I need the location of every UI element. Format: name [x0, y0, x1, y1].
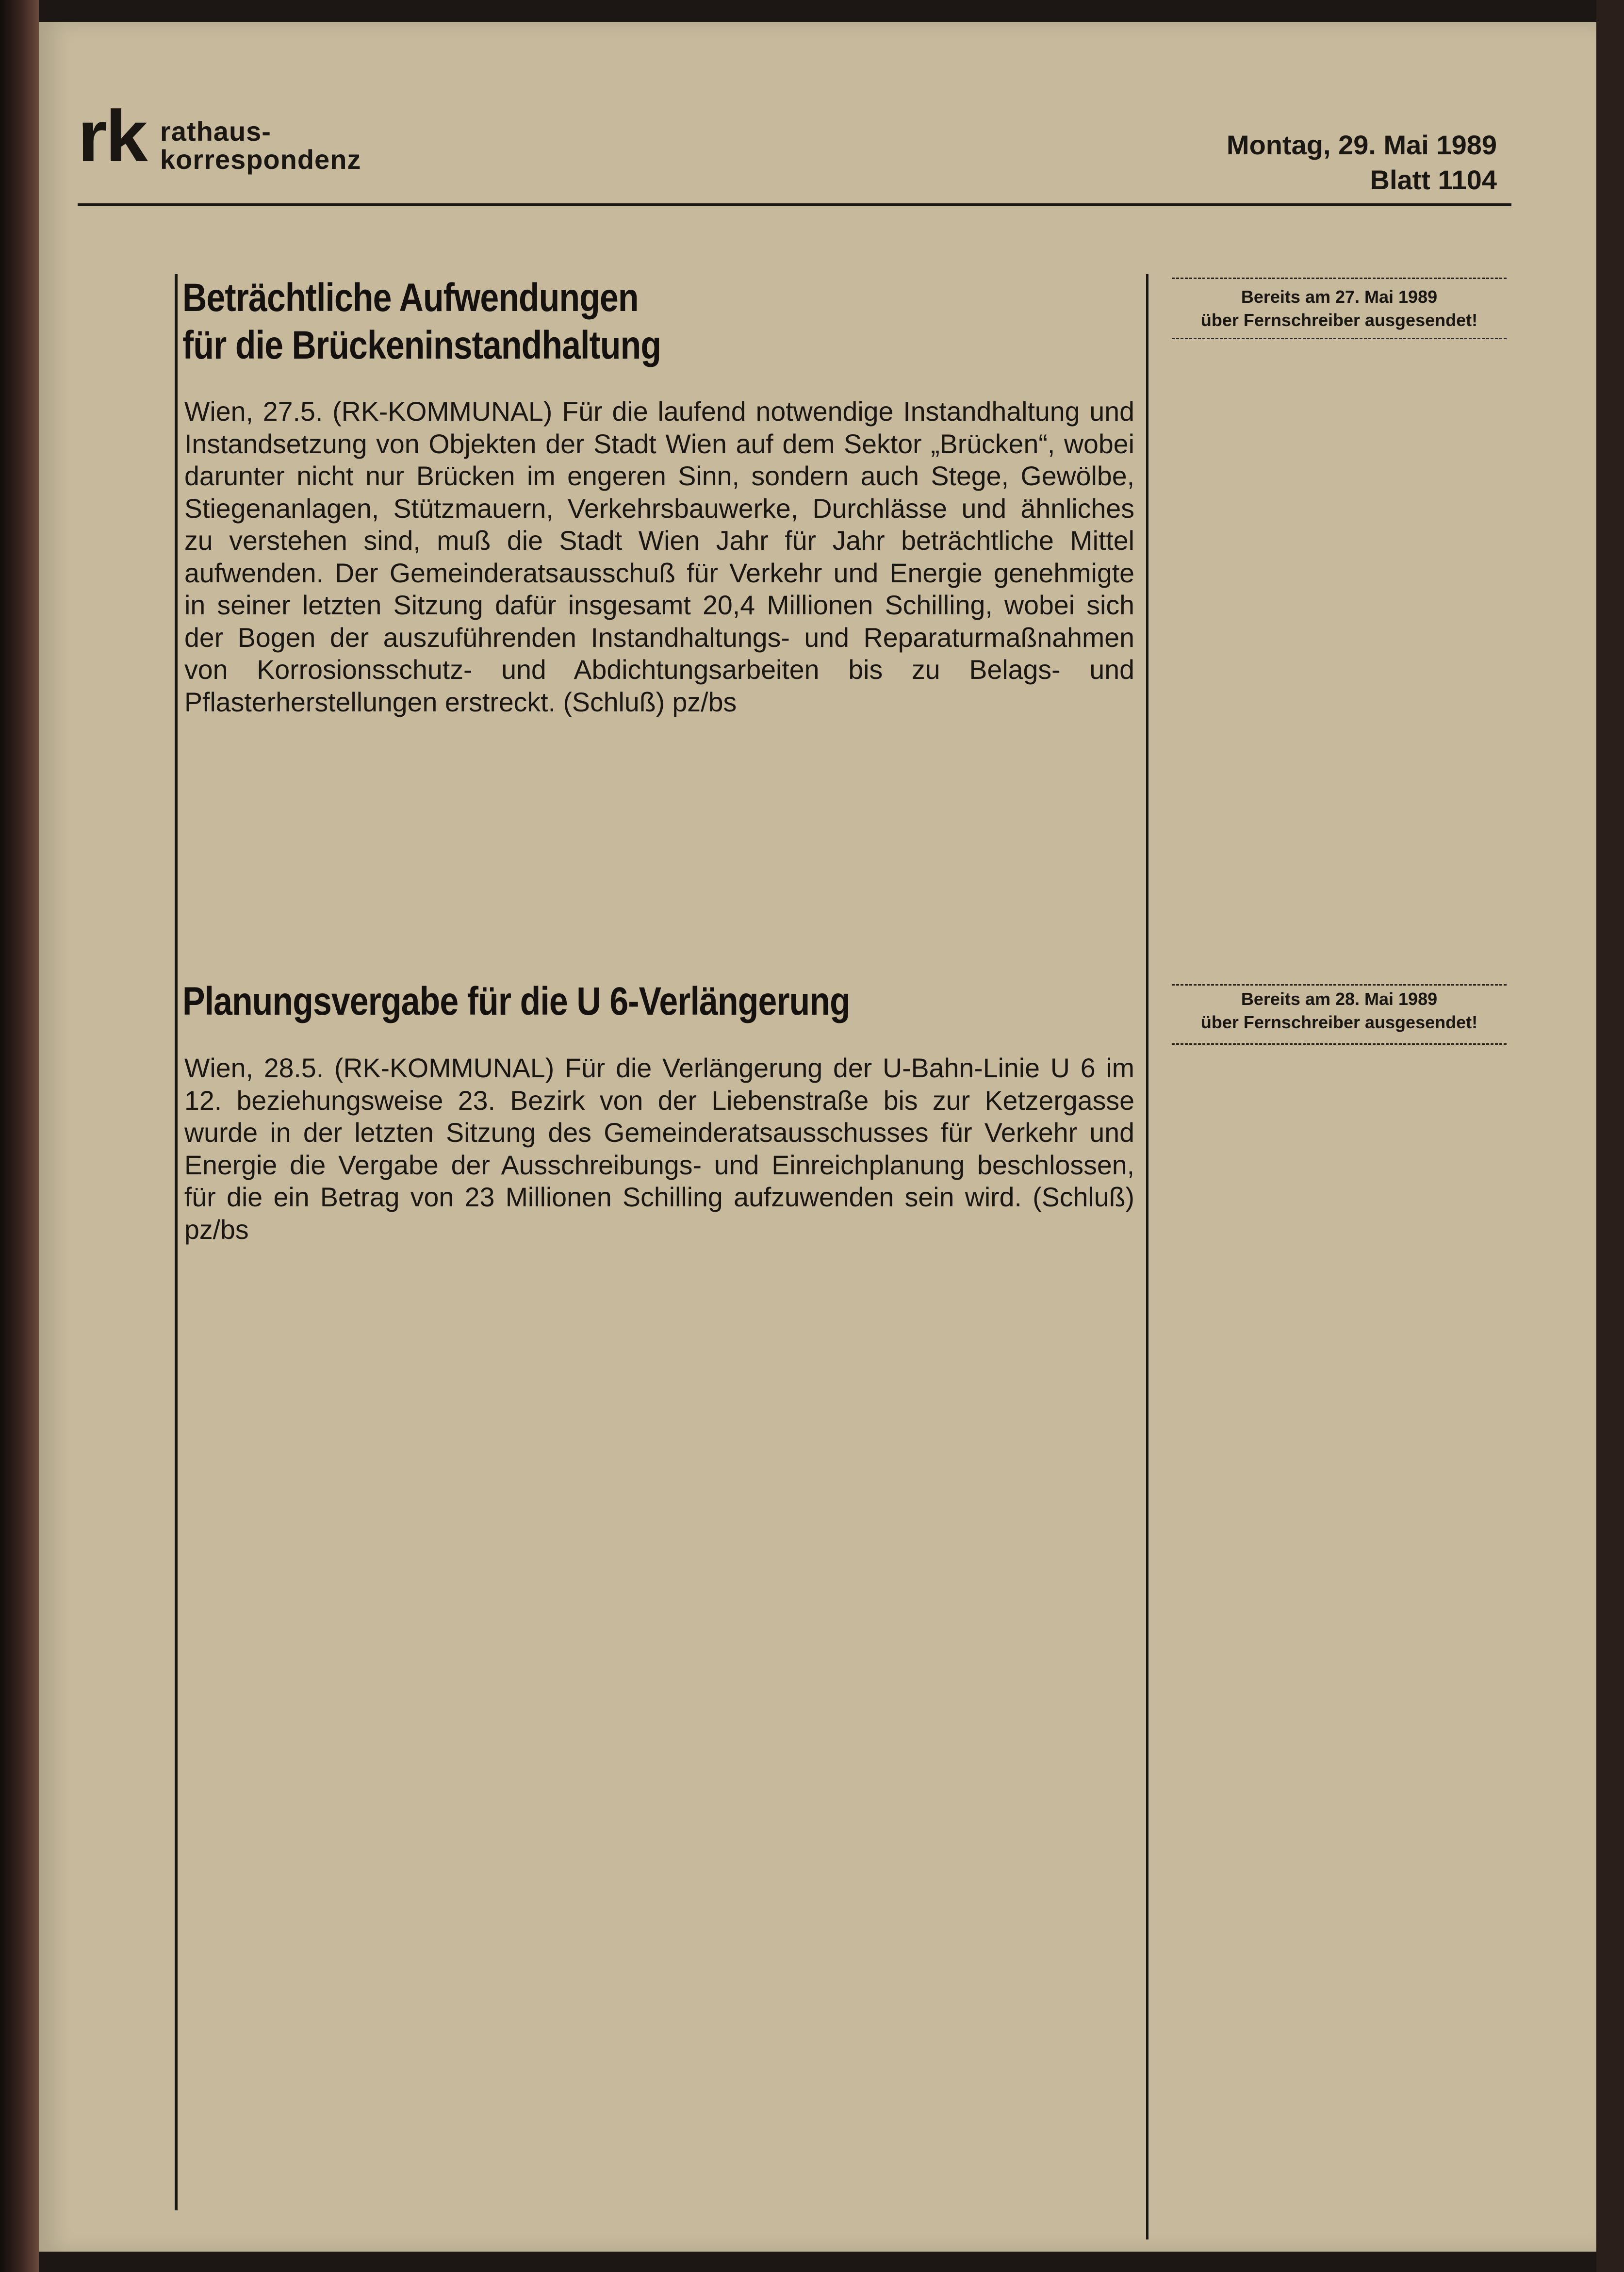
masthead-rule — [78, 203, 1511, 206]
logo-line-2: korrespondenz — [160, 144, 361, 175]
issue-info — [1019, 128, 1497, 198]
binding-spine — [0, 0, 39, 2272]
logo-mark: rk — [78, 95, 146, 177]
article-2-note-line-2: über Fernschreiber ausgesendet! — [1200, 1012, 1478, 1032]
article-1-note-bottom-rule — [1172, 338, 1507, 339]
article-1-headline-line-1: Beträchtliche Aufwendungen — [182, 276, 639, 320]
article-2-headline-line-1: Planungsvergabe für die U 6-Verlängerung — [182, 979, 850, 1023]
issue-date: Montag, 29. Mai 1989 — [1226, 130, 1497, 160]
logo-wordmark — [160, 117, 361, 174]
article-2-telex-note — [1172, 988, 1507, 1034]
article-1-note-line-1: Bereits am 27. Mai 1989 — [1241, 287, 1438, 307]
page-edge — [1596, 0, 1624, 2272]
article-1-note-line-2: über Fernschreiber ausgesendet! — [1200, 310, 1478, 330]
article-1-headline — [182, 274, 745, 369]
article-1-text: Wien, 27.5. (RK-KOMMUNAL) Für die laufend notwendige Instandhaltung und Instandsetzung von Objekten der Stadt Wien auf dem Sektor „Brücken“, wobei darunter nicht nur Brücken im engeren Sinn, sondern auch Stege, Gewölbe, Stiegenanlagen, Stützmauern, Verkehrsbauwerke, Durchlässe und ähnliches zu verstehen sind, muß die Stadt Wien Jahr für Jahr beträchtliche Mittel aufwenden. Der Gemeinderatsausschuß für Verkehr und Energie genehmigte in seiner letzten Sitzung dafür insgesamt 20,4 Millionen Schilling, wobei sich der Bogen der auszuführenden Instandhaltungs- und Reparaturmaßnahmen von Korrosionsschutz- und Abdichtungsarbeiten bis zu Belags- und Pflasterherstellungen erstreckt. (Schluß) pz/bs — [184, 396, 1134, 717]
article-1-telex-note — [1172, 285, 1507, 332]
article-2-body — [184, 1052, 1134, 1246]
article-1-note-top-rule — [1172, 278, 1507, 279]
article-2-text: Wien, 28.5. (RK-KOMMUNAL) Für die Verlängerung der U-Bahn-Linie U 6 im 12. beziehungsweise 23. Bezirk von der Liebenstraße bis zur Ketzergasse wurde in der letzten Sitzung des Gemeinderatsausschusses für Verkehr und Energie die Vergabe der Ausschreibungs- und Einreichplanung beschlossen, für die ein Betrag von 23 Millionen Schilling aufzuwenden sein wird. (Schluß) pz/bs — [184, 1053, 1134, 1245]
article-2-headline — [182, 978, 968, 1025]
sheet-number: Blatt 1104 — [1370, 165, 1497, 195]
article-2-note-bottom-rule — [1172, 1043, 1507, 1045]
article-1-body — [184, 395, 1134, 718]
article-2-note-top-rule — [1172, 984, 1507, 986]
article-2-note-line-1: Bereits am 28. Mai 1989 — [1241, 989, 1438, 1009]
article-1-headline-line-2: für die Brückeninstandhaltung — [182, 323, 661, 367]
left-column-rule — [175, 274, 178, 2210]
logo-line-1: rathaus- — [160, 116, 271, 147]
right-column-rule — [1146, 274, 1148, 2239]
